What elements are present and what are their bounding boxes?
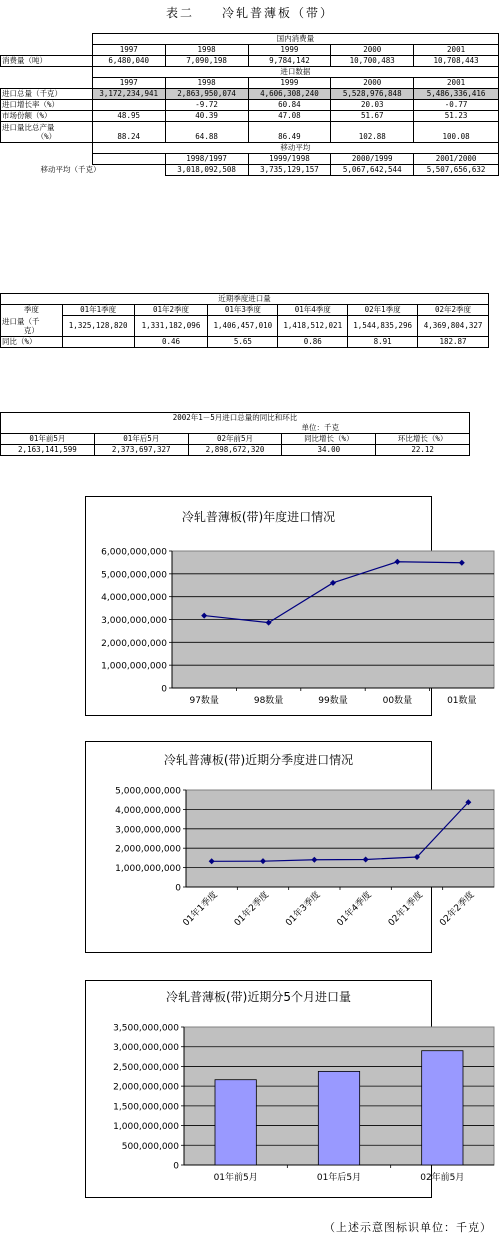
x-tick-label: 97数量 — [189, 696, 219, 706]
x-tick-label: 01年3季度 — [284, 890, 323, 929]
chart-title: 冷轧普薄板(带)近期分5个月进口量 — [166, 990, 351, 1004]
quarter-header: 01年3季度 — [208, 305, 278, 316]
y-tick-label: 6,000,000,000 — [101, 547, 167, 558]
x-tick-label: 01年前5月 — [213, 1173, 258, 1183]
table-cell: 1,331,182,096 — [134, 316, 208, 337]
x-tick-label: 00数量 — [382, 696, 413, 706]
table-cell: 34.00 — [282, 445, 376, 456]
row-label-yoy: 同比（%） — [1, 336, 63, 347]
y-tick-label: 2,000,000,000 — [115, 844, 181, 855]
y-tick-label: 0 — [161, 684, 167, 695]
x-tick-label: 01年后5月 — [316, 1173, 362, 1183]
table-cell: 20.03 — [331, 100, 414, 111]
year-header: 2001 — [414, 45, 499, 56]
x-tick-label: 02年2季度 — [438, 890, 477, 929]
table-cell: 51.67 — [331, 111, 414, 122]
y-tick-label: 0 — [175, 883, 181, 894]
table-cell: 8.91 — [348, 336, 418, 347]
table-cell: 0.46 — [134, 336, 208, 347]
table-cell: 2,898,672,320 — [188, 445, 282, 456]
plot-area — [186, 790, 494, 887]
year-header: 1997 — [92, 78, 165, 89]
quarterly-import-table — [0, 293, 489, 348]
y-tick-label: 5,000,000,000 — [115, 786, 181, 797]
table-cell: 0.86 — [278, 336, 348, 347]
five-month-import-table — [0, 412, 470, 456]
table-cell: -0.77 — [414, 100, 499, 111]
bar — [422, 1051, 463, 1165]
quarter-header: 02年2季度 — [418, 305, 489, 316]
table-cell: 102.88 — [331, 122, 414, 143]
table-cell — [62, 336, 134, 347]
five-month-import-chart-svg — [86, 981, 465, 1197]
year-header: 1997 — [92, 45, 165, 56]
table-cell: 1,325,128,820 — [62, 316, 134, 337]
table-cell: 5,486,336,416 — [414, 89, 499, 100]
y-tick-label: 4,000,000,000 — [101, 593, 167, 604]
x-tick-label: 01年2季度 — [232, 890, 272, 929]
period-header: 02年前5月 — [188, 434, 282, 445]
period-header: 1999/1998 — [248, 154, 331, 165]
table-cell: 48.95 — [92, 111, 165, 122]
quarterly-import-chart-svg — [86, 742, 477, 952]
five-month-import-chart — [85, 980, 465, 1198]
table-cell: 60.84 — [248, 100, 331, 111]
table-cell: 4,369,804,327 — [418, 316, 489, 337]
table-cell: 10,700,483 — [331, 56, 414, 67]
period-header: 环比增长（%） — [376, 434, 470, 445]
row-label-import-ratio-line2: （%） — [36, 132, 57, 141]
chart-title: 冷轧普薄板(带)年度进口情况 — [181, 510, 336, 524]
row-label-import-ratio-line1: 进口量比总产量 — [2, 123, 55, 132]
period-header: 2000/1999 — [331, 154, 414, 165]
table-cell: 7,090,198 — [165, 56, 248, 67]
row-label-consumption: 消费量（吨） — [1, 56, 93, 67]
y-tick-label: 1,000,000,000 — [113, 1122, 179, 1133]
quarter-header: 01年4季度 — [278, 305, 348, 316]
bar — [215, 1080, 256, 1165]
x-tick-label: 98数量 — [253, 696, 284, 706]
table-cell: -9.72 — [165, 100, 248, 111]
y-tick-label: 500,000,000 — [121, 1141, 179, 1152]
quarter-header: 02年1季度 — [348, 305, 418, 316]
period-header: 1998/1997 — [165, 154, 248, 165]
table-cell: 2,163,141,599 — [1, 445, 95, 456]
y-tick-label: 2,000,000,000 — [113, 1082, 179, 1093]
x-tick-label: 99数量 — [318, 696, 348, 706]
row-label-volume-line2: 克） — [23, 325, 39, 335]
table-cell: 1,544,835,296 — [348, 316, 418, 337]
section-import-data: 进口数据 — [92, 67, 498, 78]
y-tick-label: 1,500,000,000 — [113, 1102, 179, 1113]
y-tick-label: 2,000,000,000 — [101, 638, 167, 649]
table-cell: 1,406,457,010 — [208, 316, 278, 337]
table-cell: 64.88 — [165, 122, 248, 143]
table-cell: 47.08 — [248, 111, 331, 122]
page-title: 表二 冷轧普薄板（带） — [165, 6, 334, 20]
year-header: 1998 — [165, 45, 248, 56]
table-cell: 2,863,950,074 — [165, 89, 248, 100]
y-tick-label: 0 — [173, 1161, 179, 1172]
y-tick-label: 1,000,000,000 — [101, 661, 167, 672]
y-tick-label: 4,000,000,000 — [115, 805, 181, 816]
quarter-header: 01年1季度 — [62, 305, 134, 316]
unit-footnote: （上述示意图标识单位：千克） — [324, 1221, 492, 1234]
x-tick-label: 01数量 — [447, 696, 477, 706]
table-cell: 9,784,142 — [248, 56, 331, 67]
period-header: 2001/2000 — [414, 154, 499, 165]
year-header: 1999 — [248, 45, 331, 56]
row-label-market-share: 市场份额（%） — [1, 111, 93, 122]
table-cell: 40.39 — [165, 111, 248, 122]
x-tick-label: 01年4季度 — [335, 890, 374, 929]
table-cell: 6,480,040 — [92, 56, 165, 67]
table-cell: 1,418,512,021 — [278, 316, 348, 337]
table-cell: 5,528,976,848 — [331, 89, 414, 100]
row-label-volume — [1, 316, 63, 337]
y-tick-label: 3,000,000,000 — [113, 1043, 179, 1054]
table-cell: 5,507,656,632 — [414, 165, 499, 176]
table-cell: 51.23 — [414, 111, 499, 122]
x-tick-label: 01年1季度 — [181, 890, 220, 929]
annual-import-chart — [85, 496, 477, 716]
table-cell: 88.24 — [92, 122, 165, 143]
x-tick-label: 02年前5月 — [420, 1173, 465, 1183]
table-cell: 5.65 — [208, 336, 278, 347]
section-moving-average: 移动平均 — [92, 143, 498, 154]
y-tick-label: 2,500,000,000 — [113, 1062, 179, 1073]
row-label-import-total: 进口总量（千克） — [1, 89, 93, 100]
quarter-header: 01年2季度 — [134, 305, 208, 316]
period-header: 01年后5月 — [94, 434, 188, 445]
annual-import-chart-svg — [86, 497, 477, 715]
quarterly-table-caption: 近期季度进口量 — [1, 294, 489, 305]
quarterly-import-chart — [85, 741, 477, 953]
year-header: 2001 — [414, 78, 499, 89]
five-month-table-caption: 2002年1－5月进口总量的同比和环比 — [1, 413, 470, 424]
row-label-volume-line1: 进口量（千 — [2, 316, 40, 326]
row-label-growth: 进口增长率（%） — [1, 100, 93, 111]
y-tick-label: 3,000,000,000 — [115, 825, 181, 836]
y-tick-label: 3,500,000,000 — [113, 1023, 179, 1034]
table-cell: 10,708,443 — [414, 56, 499, 67]
unit-label: 单位：千克 — [1, 423, 470, 434]
x-tick-label: 02年1季度 — [386, 890, 426, 929]
annual-data-table — [0, 33, 499, 176]
period-header: 01年前5月 — [1, 434, 95, 445]
y-tick-label: 1,000,000,000 — [115, 864, 181, 875]
row-label-moving-average: 移动平均（千克） — [40, 165, 101, 175]
table-cell: 3,018,092,508 — [165, 165, 248, 176]
table-cell: 2,373,697,327 — [94, 445, 188, 456]
table-cell: 86.49 — [248, 122, 331, 143]
table-cell: 182.87 — [418, 336, 489, 347]
quarter-head-label: 季度 — [1, 305, 63, 316]
table-cell: 5,067,642,544 — [331, 165, 414, 176]
year-header: 1998 — [165, 78, 248, 89]
year-header: 1999 — [248, 78, 331, 89]
y-tick-label: 5,000,000,000 — [101, 570, 167, 581]
year-header: 2000 — [331, 78, 414, 89]
table-cell — [92, 100, 165, 111]
period-header: 同比增长（%） — [282, 434, 376, 445]
year-header: 2000 — [331, 45, 414, 56]
chart-title: 冷轧普薄板(带)近期分季度进口情况 — [163, 753, 354, 767]
table-cell: 22.12 — [376, 445, 470, 456]
table-cell: 100.08 — [414, 122, 499, 143]
section-domestic-consumption: 国内消费量 — [92, 34, 498, 45]
table-cell: 4,606,308,240 — [248, 89, 331, 100]
y-tick-label: 3,000,000,000 — [101, 616, 167, 626]
table-cell: 3,172,234,941 — [92, 89, 165, 100]
row-label-import-ratio — [1, 122, 93, 143]
bar — [318, 1071, 359, 1165]
table-cell: 3,735,129,157 — [248, 165, 331, 176]
